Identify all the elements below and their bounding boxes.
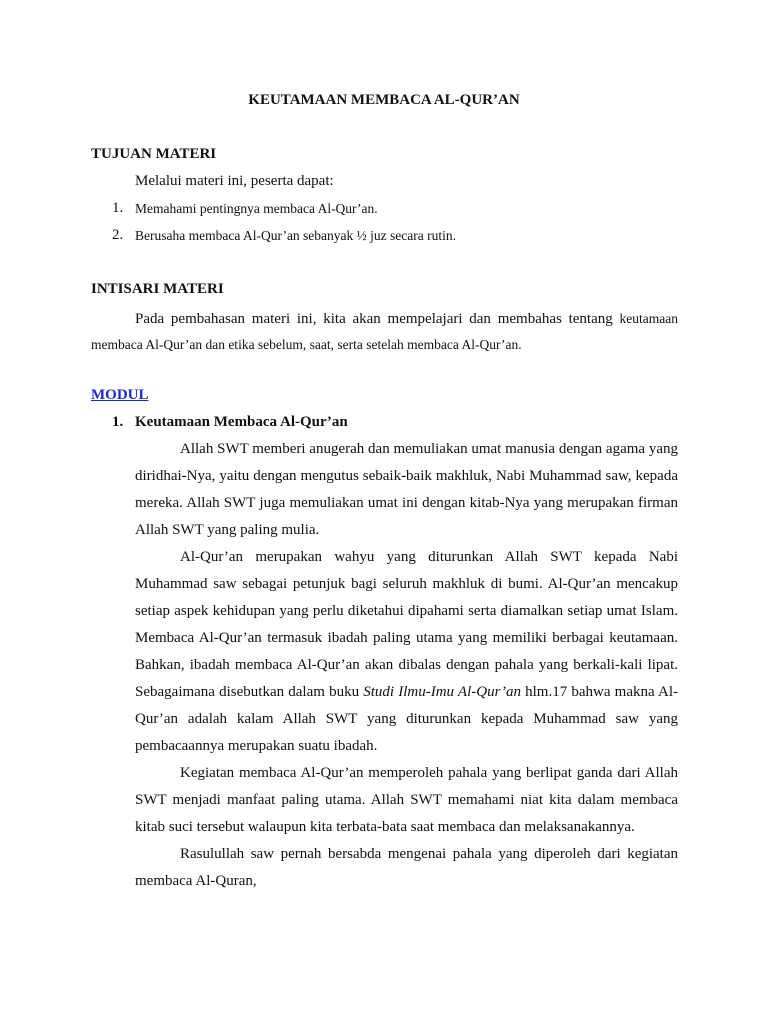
paragraph-1: Allah SWT memberi anugerah dan memuliakan umat manusia dengan agama yang diridhai-Nya, yaitu dengan mengutus sebaik-baik makhluk, Nabi Muhammad saw, kepada mereka. Allah SWT juga memuliakan umat ini dengan kitab-Nya yang merupakan firman Allah SWT yang paling mulia. xyxy=(135,441,678,538)
paragraph-2 xyxy=(135,544,678,760)
book-title: Studi Ilmu-Imu Al-Qur’an xyxy=(363,684,521,700)
tujuan-intro: Melalui materi ini, peserta dapat: xyxy=(135,173,334,189)
intisari-heading: INTISARI MATERI xyxy=(91,281,224,297)
tujuan-item-1-number: 1. xyxy=(112,200,124,216)
document-title: KEUTAMAAN MEMBACA AL-QUR’AN xyxy=(248,92,520,108)
intisari-paragraph xyxy=(91,306,678,358)
section-number: 1. xyxy=(112,414,124,430)
paragraph-4: Rasulullah saw pernah bersabda mengenai pahala yang diperoleh dari kegiatan membaca Al-Quran, xyxy=(135,846,678,889)
intisari-text-b: keutamaan membaca Al-Qur’an dan etika sebelum, saat, serta setelah membaca Al-Qur’an. xyxy=(91,311,678,352)
tujuan-item-2: Berusaha membaca Al-Qur’an sebanyak ½ juz secara rutin. xyxy=(135,228,456,243)
paragraph-3: Kegiatan membaca Al-Qur’an memperoleh pahala yang berlipat ganda dari Allah SWT menjadi manfaat paling utama. Allah SWT memahami niat kita dalam membaca kitab suci tersebut walaupun kita terbata-bata saat membaca dan melaksanakannya. xyxy=(135,765,678,835)
tujuan-heading: TUJUAN MATERI xyxy=(91,146,217,162)
paragraph-2-b: hlm.17 bahwa makna Al-Qur’an adalah kalam Allah SWT yang diturunkan kepada Muhammad saw yang pembacaannya merupakan suatu ibadah. xyxy=(135,684,678,754)
modul-body xyxy=(135,436,678,895)
intisari-text-a: Pada pembahasan materi ini, kita akan mempelajari dan membahas tentang xyxy=(135,311,620,327)
section-title: Keutamaan Membaca Al-Qur’an xyxy=(135,414,348,430)
tujuan-item-1: Memahami pentingnya membaca Al-Qur’an. xyxy=(135,201,378,216)
modul-link[interactable]: MODUL xyxy=(91,387,149,403)
tujuan-item-2-number: 2. xyxy=(112,227,124,243)
paragraph-2-a: Al-Qur’an merupakan wahyu yang diturunkan Allah SWT kepada Nabi Muhammad saw sebagai petunjuk bagi seluruh makhluk di bumi. Al-Qur’an mencakup setiap aspek kehidupan yang perlu diketahui dipahami serta diamalkan setiap umat Islam. Membaca Al-Qur’an termasuk ibadah paling utama yang memiliki berbagai keutamaan. Bahkan, ibadah membaca Al-Qur’an akan dibalas dengan pahala yang berkali-kali lipat. Sebagaimana disebutkan dalam buku xyxy=(135,549,678,700)
